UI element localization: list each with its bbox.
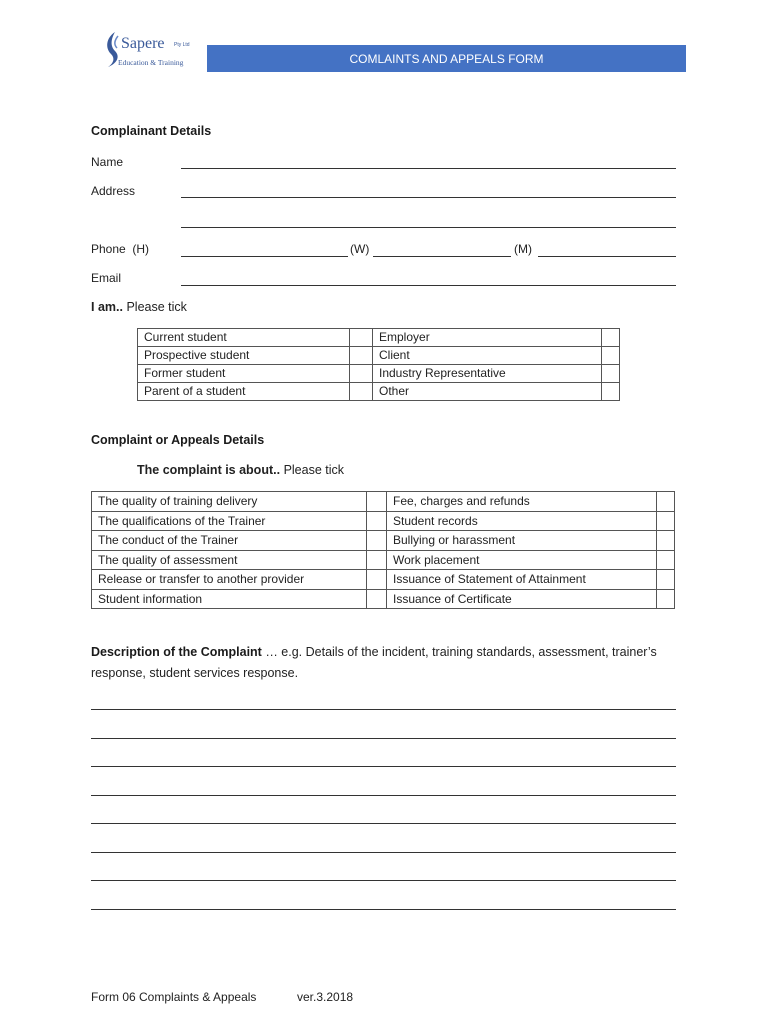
tick-box[interactable] bbox=[602, 383, 620, 401]
complaint-about-hint: Please tick bbox=[283, 463, 345, 477]
tick-box[interactable] bbox=[657, 492, 675, 512]
name-field[interactable] bbox=[181, 168, 676, 169]
phone-home-label: Phone (H) bbox=[91, 242, 150, 256]
table-row bbox=[138, 329, 620, 347]
description-line[interactable] bbox=[91, 909, 676, 910]
tick-box[interactable] bbox=[367, 531, 387, 551]
logo-name: Sapere bbox=[121, 35, 165, 52]
tick-box[interactable] bbox=[657, 550, 675, 570]
description-line[interactable] bbox=[91, 823, 676, 824]
description-hint: … e.g. Details of the incident, training standards, assessment, trainer’s response, student services response. bbox=[91, 645, 657, 680]
tick-box[interactable] bbox=[350, 347, 373, 365]
i-am-prompt bbox=[91, 300, 187, 314]
footer-form-name: Form 06 Complaints & Appeals bbox=[91, 990, 257, 1004]
tick-box[interactable] bbox=[367, 550, 387, 570]
description-line[interactable] bbox=[91, 709, 676, 710]
table-row bbox=[92, 570, 675, 590]
logo-subtitle: Education & Training bbox=[118, 58, 184, 67]
tick-box[interactable] bbox=[602, 329, 620, 347]
complaint-option-label: Issuance of Certificate bbox=[387, 589, 657, 609]
i-am-option-label: Client bbox=[373, 347, 602, 365]
tick-box[interactable] bbox=[657, 589, 675, 609]
i-am-option-label: Employer bbox=[373, 329, 602, 347]
tick-box[interactable] bbox=[367, 589, 387, 609]
tick-box[interactable] bbox=[367, 492, 387, 512]
sapere-logo bbox=[100, 30, 192, 72]
form-title-banner: COMLAINTS AND APPEALS FORM bbox=[207, 45, 686, 72]
complaint-option-label: Issuance of Statement of Attainment bbox=[387, 570, 657, 590]
i-am-heading: I am.. bbox=[91, 300, 123, 314]
complaint-option-label: Student records bbox=[387, 511, 657, 531]
complaint-about-prompt bbox=[137, 463, 344, 477]
table-row bbox=[138, 383, 620, 401]
table-row bbox=[138, 365, 620, 383]
address-field-line-1[interactable] bbox=[181, 197, 676, 198]
description-line[interactable] bbox=[91, 795, 676, 796]
description-heading: Description of the Complaint bbox=[91, 645, 262, 659]
tick-box[interactable] bbox=[350, 383, 373, 401]
logo-ptd: Pty Ltd bbox=[174, 42, 190, 48]
complaint-option-label: Fee, charges and refunds bbox=[387, 492, 657, 512]
i-am-table bbox=[137, 328, 620, 401]
tick-box[interactable] bbox=[657, 511, 675, 531]
description-line[interactable] bbox=[91, 738, 676, 739]
tick-box[interactable] bbox=[367, 570, 387, 590]
i-am-hint: Please tick bbox=[126, 300, 187, 314]
table-row bbox=[92, 531, 675, 551]
tick-box[interactable] bbox=[367, 511, 387, 531]
complaint-option-label: Bullying or harassment bbox=[387, 531, 657, 551]
description-line[interactable] bbox=[91, 852, 676, 853]
complaint-heading: Complaint or Appeals Details bbox=[91, 433, 265, 447]
table-row bbox=[92, 492, 675, 512]
complaint-option-label: The conduct of the Trainer bbox=[92, 531, 367, 551]
description-prompt bbox=[91, 642, 681, 684]
table-row bbox=[92, 550, 675, 570]
table-row bbox=[92, 589, 675, 609]
phone-mobile-field[interactable] bbox=[538, 256, 676, 257]
phone-mobile-label: (M) bbox=[514, 242, 532, 256]
email-field[interactable] bbox=[181, 285, 676, 286]
table-row bbox=[138, 347, 620, 365]
description-line[interactable] bbox=[91, 880, 676, 881]
tick-box[interactable] bbox=[602, 365, 620, 383]
i-am-option-label: Current student bbox=[138, 329, 350, 347]
tick-box[interactable] bbox=[657, 570, 675, 590]
phone-home-field[interactable] bbox=[181, 256, 348, 257]
tick-box[interactable] bbox=[350, 329, 373, 347]
address-label: Address bbox=[91, 184, 136, 198]
tick-box[interactable] bbox=[602, 347, 620, 365]
complaint-option-label: Work placement bbox=[387, 550, 657, 570]
phone-work-label: (W) bbox=[350, 242, 370, 256]
name-label: Name bbox=[91, 155, 124, 169]
complaint-about-heading: The complaint is about.. bbox=[137, 463, 281, 477]
description-line[interactable] bbox=[91, 766, 676, 767]
complaint-about-table bbox=[91, 491, 675, 609]
complaint-option-label: The quality of training delivery bbox=[92, 492, 367, 512]
tick-box[interactable] bbox=[657, 531, 675, 551]
i-am-option-label: Prospective student bbox=[138, 347, 350, 365]
i-am-option-label: Former student bbox=[138, 365, 350, 383]
table-row bbox=[92, 511, 675, 531]
complaint-option-label: Student information bbox=[92, 589, 367, 609]
footer-version: ver.3.2018 bbox=[297, 990, 354, 1004]
phone-work-field[interactable] bbox=[373, 256, 511, 257]
address-field-line-2[interactable] bbox=[181, 227, 676, 228]
i-am-option-label: Other bbox=[373, 383, 602, 401]
complainant-heading: Complainant Details bbox=[91, 124, 212, 138]
i-am-option-label: Industry Representative bbox=[373, 365, 602, 383]
email-label: Email bbox=[91, 271, 122, 285]
complaint-option-label: Release or transfer to another provider bbox=[92, 570, 367, 590]
tick-box[interactable] bbox=[350, 365, 373, 383]
complaint-option-label: The qualifications of the Trainer bbox=[92, 511, 367, 531]
complaint-option-label: The quality of assessment bbox=[92, 550, 367, 570]
i-am-option-label: Parent of a student bbox=[138, 383, 350, 401]
